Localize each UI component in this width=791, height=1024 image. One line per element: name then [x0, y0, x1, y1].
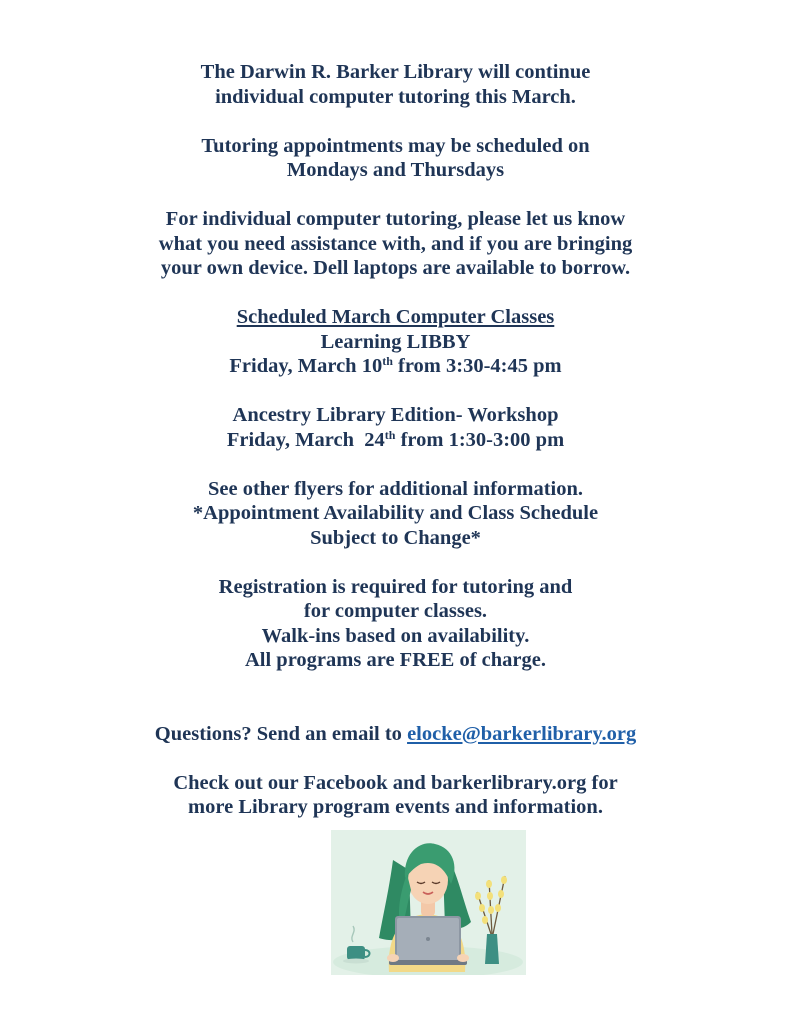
class1-date	[0, 354, 791, 379]
individual-line-3: your own device. Dell laptops are available to borrow.	[160, 257, 631, 279]
spacer	[0, 673, 791, 722]
spacer	[0, 746, 791, 771]
class2-date	[0, 428, 791, 453]
left-hand	[387, 954, 399, 962]
individual-line-2: what you need assistance with, and if you are bringing	[158, 232, 633, 255]
spacer	[0, 379, 791, 404]
spacer	[0, 109, 791, 134]
schedule-line-1: Tutoring appointments may be scheduled on	[201, 134, 590, 157]
registration-line-4: All programs are FREE of charge.	[244, 649, 546, 671]
contact-prefix: Questions? Send an email to	[154, 722, 408, 745]
schedule-line-2: Mondays and Thursdays	[286, 159, 505, 181]
intro-line-2: individual computer tutoring this March.	[215, 85, 576, 108]
class2-title: Ancestry Library Edition- Workshop	[232, 404, 559, 426]
class1-date-suffix: th	[382, 354, 393, 368]
notes-line-1: See other flyers for additional information.	[207, 477, 584, 500]
classes-heading: Scheduled March Computer Classes	[236, 306, 555, 328]
right-hand	[457, 954, 469, 962]
class2-date-prefix: Friday, March 24	[226, 428, 385, 451]
laptop-logo-icon	[426, 937, 430, 941]
notes-line-3: Subject to Change*	[310, 526, 481, 549]
registration-line-3: Walk-ins based on availability.	[261, 624, 530, 647]
intro-line-1: The Darwin R. Barker Library will continue	[200, 61, 591, 83]
email-link[interactable]: elocke@barkerlibrary.org	[407, 722, 637, 745]
spacer	[0, 183, 791, 208]
spacer	[0, 550, 791, 575]
saucer	[343, 959, 369, 964]
social-line-2: more Library program events and information.	[188, 796, 603, 818]
cup	[347, 946, 365, 960]
class1-title: Learning LIBBY	[320, 330, 471, 353]
class1-date-prefix: Friday, March 10	[229, 355, 383, 377]
laptop-base	[389, 960, 467, 965]
individual-line-1: For individual computer tutoring, please let us know	[165, 208, 626, 230]
registration-line-1: Registration is required for tutoring and	[218, 575, 573, 598]
class2-time: from 1:30-3:00 pm	[395, 428, 565, 451]
registration-line-2: for computer classes.	[303, 600, 488, 622]
class2-date-suffix: th	[384, 427, 396, 442]
contact-line	[0, 722, 791, 747]
social-line-1: Check out our Facebook and barkerlibrary.org for	[173, 771, 618, 794]
vase	[485, 934, 499, 964]
notes-line-2: *Appointment Availability and Class Schedule	[192, 502, 599, 524]
class1-time: from 3:30-4:45 pm	[392, 355, 562, 377]
woman-with-laptop-illustration	[331, 830, 526, 975]
spacer	[0, 281, 791, 306]
spacer	[0, 452, 791, 477]
flyer	[0, 60, 791, 820]
